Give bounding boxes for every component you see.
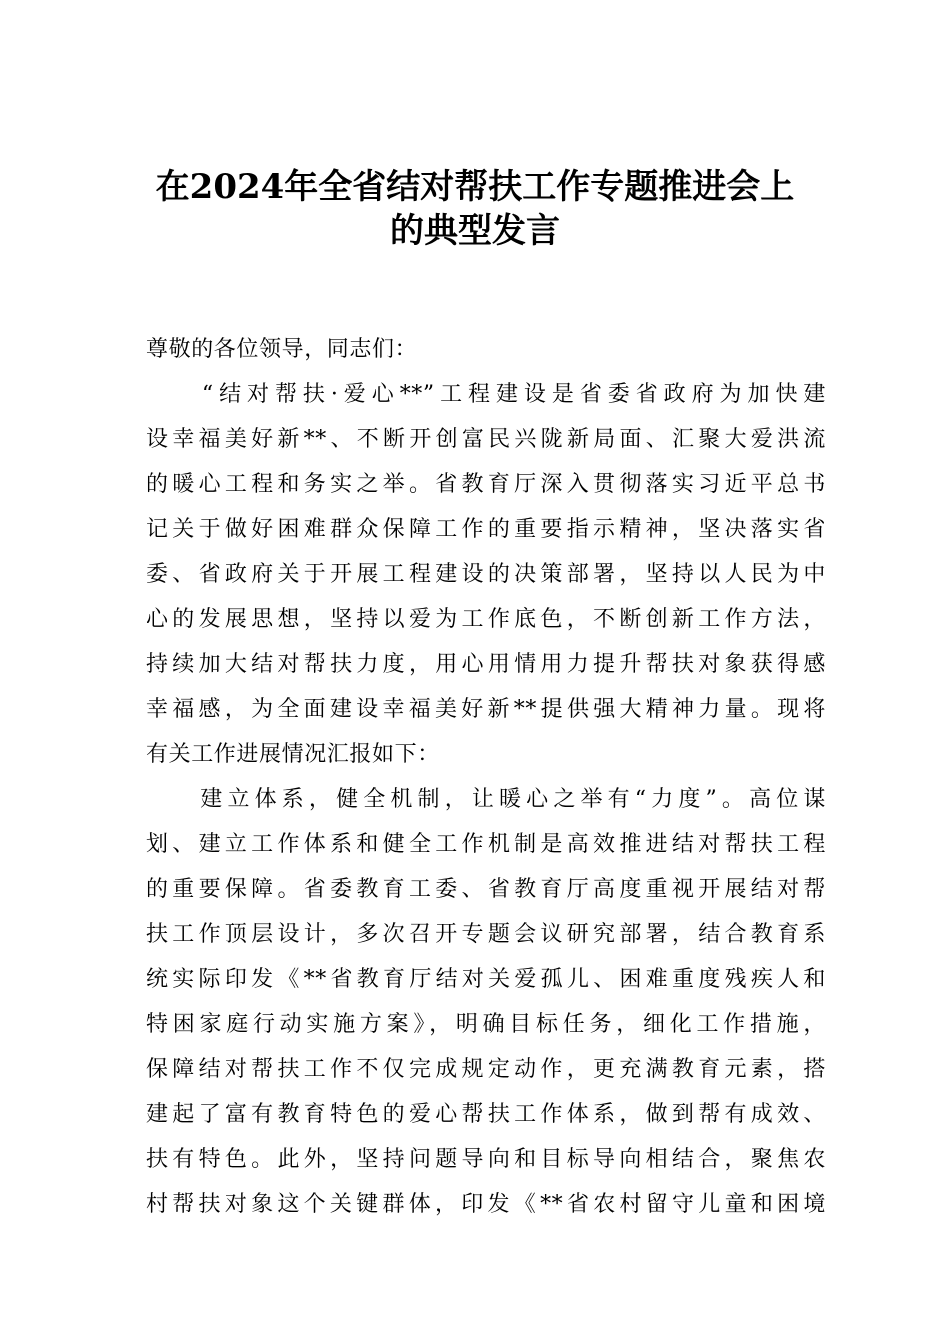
paragraph-line: 统实际印发《**省教育厅结对关爱孤儿、困难重度残疾人和 bbox=[146, 967, 826, 992]
paragraph-1 bbox=[146, 372, 826, 777]
paragraph-line: 心的发展思想，坚持以爱为工作底色，不断创新工作方法， bbox=[146, 607, 826, 632]
paragraph-line: 划、建立工作体系和健全工作机制是高效推进结对帮扶工程 bbox=[146, 832, 826, 857]
paragraph-line: 建立体系，健全机制，让暖心之举有“力度”。高位谋 bbox=[146, 787, 826, 812]
greeting-text: 尊敬的各位领导，同志们： bbox=[146, 337, 418, 362]
paragraph-2 bbox=[146, 777, 826, 1227]
paragraph-line: 设幸福美好新**、不断开创富民兴陇新局面、汇聚大爱洪流 bbox=[146, 427, 826, 452]
paragraph-line: 有关工作进展情况汇报如下： bbox=[146, 742, 440, 767]
document-title-line-2: 的典型发言 bbox=[390, 211, 560, 251]
paragraph-line: 持续加大结对帮扶力度，用心用情用力提升帮扶对象获得感 bbox=[146, 652, 826, 677]
paragraph-line: “结对帮扶·爱心**”工程建设是省委省政府为加快建 bbox=[146, 382, 826, 407]
paragraph-line: 委、省政府关于开展工程建设的决策部署，坚持以人民为中 bbox=[146, 562, 826, 587]
paragraph-line: 扶有特色。此外，坚持问题导向和目标导向相结合，聚焦农 bbox=[146, 1147, 826, 1172]
paragraph-line: 建起了富有教育特色的爱心帮扶工作体系，做到帮有成效、 bbox=[146, 1102, 826, 1127]
paragraph-line: 扶工作顶层设计，多次召开专题会议研究部署，结合教育系 bbox=[146, 922, 826, 947]
paragraph-line: 的暖心工程和务实之举。省教育厅深入贯彻落实习近平总书 bbox=[146, 472, 826, 497]
paragraph-line: 特困家庭行动实施方案》，明确目标任务，细化工作措施， bbox=[146, 1012, 826, 1037]
greeting bbox=[146, 327, 826, 372]
paragraph-line: 记关于做好困难群众保障工作的重要指示精神，坚决落实省 bbox=[146, 517, 826, 542]
paragraph-line: 保障结对帮扶工作不仅完成规定动作，更充满教育元素，搭 bbox=[146, 1057, 826, 1082]
document-title-line-1: 在2024年全省结对帮扶工作专题推进会上 bbox=[155, 167, 795, 207]
paragraph-line: 村帮扶对象这个关键群体，印发《**省农村留守儿童和困境 bbox=[146, 1192, 826, 1217]
paragraph-line: 的重要保障。省委教育工委、省教育厅高度重视开展结对帮 bbox=[146, 877, 826, 902]
paragraph-line: 幸福感，为全面建设幸福美好新**提供强大精神力量。现将 bbox=[146, 697, 826, 722]
